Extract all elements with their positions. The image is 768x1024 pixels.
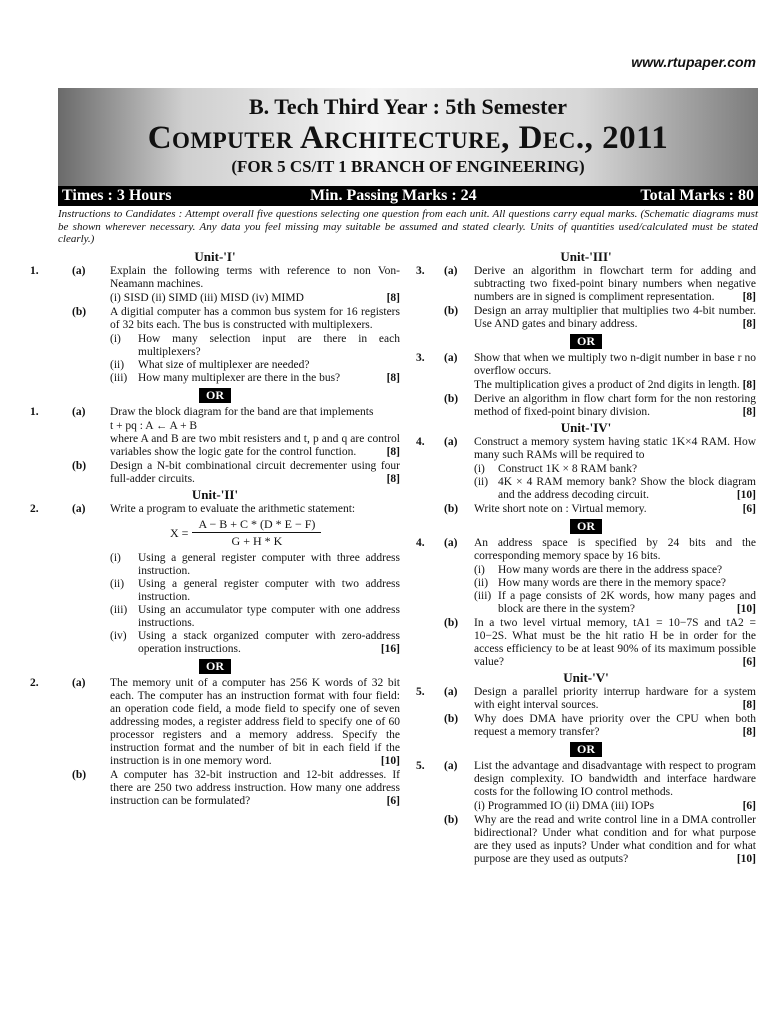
question-4a-alt [416, 537, 756, 563]
formula-lhs: X = [170, 525, 189, 540]
sub-number: (iii) [474, 590, 492, 602]
or-label: OR [199, 388, 231, 403]
sub-question [30, 578, 400, 604]
marks: [6] [386, 795, 400, 807]
exam-header-banner [58, 88, 758, 186]
sub-text: How many selection input are there in each multiplexers? [138, 333, 400, 358]
marks: [8] [742, 699, 756, 711]
question-part: (b) [444, 713, 459, 725]
sub-question [30, 630, 400, 656]
question-2b-alt [30, 769, 400, 808]
exam-branch: (FOR 5 CS/IT 1 BRANCH OF ENGINEERING) [231, 157, 585, 176]
left-column [30, 248, 400, 809]
sub-number: (iii) [110, 604, 128, 616]
question-text: Show that when we multiply two n-digit number in base r no overflow occurs. [474, 352, 756, 377]
question-1a-alt [30, 406, 400, 419]
question-3a-alt [416, 352, 756, 378]
question-text: The multiplication gives a product of 2nd digits in length. [474, 379, 740, 391]
question-1a-alt-detail [30, 433, 400, 459]
or-separator [30, 388, 400, 403]
question-number: 3. [416, 352, 425, 364]
question-2a-alt [30, 677, 400, 768]
question-part: (a) [444, 436, 458, 448]
sub-text: How many words are there in the memory space? [498, 577, 727, 589]
marks: [6] [742, 656, 756, 668]
or-separator [416, 334, 756, 349]
or-separator [416, 519, 756, 534]
question-text: Derive an algorithm in flowchart term for adding and subtracting two fixed-point binary numbers when negative numbers are in signed is compliment representation. [474, 265, 756, 303]
question-1b-alt [30, 460, 400, 486]
question-text: An address space is specified by 24 bits and the corresponding memory space by 16 bits. [474, 537, 756, 562]
question-part: (a) [72, 406, 86, 418]
sub-question [30, 333, 400, 359]
sub-question [416, 590, 756, 616]
sub-text: Construct 1K × 8 RAM bank? [498, 463, 638, 475]
question-text: A digitial computer has a common bus system for 16 registers of 32 bits each. The bus is constructed with multiplexers. [110, 306, 400, 331]
marks: [8] [742, 291, 756, 303]
marks: [8] [386, 473, 400, 485]
question-text: Design a parallel priority interrup hardware for a system with eight interval sources. [474, 686, 756, 711]
question-part: (b) [72, 460, 87, 472]
unit-heading: Unit-'V' [563, 670, 609, 685]
arithmetic-formula [30, 518, 400, 548]
marks: [6] [742, 503, 756, 515]
question-number: 4. [416, 537, 425, 549]
unit-heading: Unit-'IV' [560, 420, 612, 435]
question-number: 2. [30, 677, 39, 689]
question-part: (a) [72, 265, 86, 277]
marks: [8] [742, 406, 756, 418]
question-text: Construct a memory system having static 1K×4 RAM. How many such RAMs will be required to [474, 436, 756, 461]
or-label: OR [199, 659, 231, 674]
marks: [8] [386, 292, 400, 304]
question-5b [416, 713, 756, 739]
sub-number: (ii) [474, 476, 489, 488]
sub-question [416, 476, 756, 502]
marks: [8] [742, 318, 756, 330]
sub-question [30, 359, 400, 372]
sub-number: (ii) [110, 578, 125, 590]
terms-list: (i) SISD (ii) SIMD (iii) MISD (iv) MIMD [110, 292, 304, 304]
question-text: Explain the following terms with reference to non Von-Neamann machines. [110, 265, 400, 290]
question-text: List the advantage and disadvantage with respect to program design complexity. IO bandwidth and interface hardware costs for the following IO control methods. [474, 760, 756, 798]
question-1b [30, 306, 400, 332]
question-part: (b) [444, 617, 459, 629]
formula-denominator: G + H * K [231, 534, 283, 548]
right-column [416, 248, 756, 867]
sub-text: Using an accumulator type computer with one address instructions. [138, 604, 400, 629]
sub-text: 4K × 4 RAM memory bank? Show the block diagram and the address decoding circuit. [498, 476, 756, 501]
io-methods: (i) Programmed IO (ii) DMA (iii) IOPs [474, 800, 655, 812]
question-3b-alt [416, 393, 756, 419]
question-part: (a) [444, 265, 458, 277]
question-3a [416, 265, 756, 304]
marks: [6] [742, 800, 756, 812]
question-3b [416, 305, 756, 331]
question-text: Why does DMA have priority over the CPU when both request a memory transfer? [474, 713, 756, 738]
sub-number: (iv) [110, 630, 127, 642]
sub-text: What size of multiplexer are needed? [138, 359, 310, 371]
question-part: (b) [444, 814, 459, 826]
question-text: In a two level virtual memory, tA1 = 10−7S and tA2 = 10−2S. What must be the hit ratio H be in order for the access efficiency to be at least 90% of its maximum possible value? [474, 617, 756, 668]
sub-question [30, 552, 400, 578]
question-text: where A and B are two mbit resisters and t, p and q are control variables show the logic gate for the control function. [110, 433, 400, 458]
question-2a [30, 503, 400, 516]
min-passing-marks: Min. Passing Marks : 24 [310, 187, 477, 204]
unit-heading: Unit-'II' [191, 487, 239, 502]
sub-number: (i) [110, 333, 121, 345]
question-text: The memory unit of a computer has 256 K words of 32 bit each. The computer has an instruction format with four field: an operation code field, a mode field to specify one of seven addressing modes, a register address field to specify one of 60 processor registers and a memory address. Specify the instruction format and the number of bit in each field if the instruction is in one memory word. [110, 677, 400, 767]
unit-heading: Unit-'III' [560, 249, 612, 264]
website-watermark: www.rtupaper.com [631, 54, 756, 70]
question-number: 1. [30, 265, 39, 277]
question-text: Write a program to evaluate the arithmetic statement: [110, 503, 356, 515]
sub-number: (iii) [110, 372, 128, 384]
sub-text: How many words are there in the address space? [498, 564, 723, 576]
question-4a [416, 436, 756, 462]
unit-heading: Unit-'I' [194, 249, 236, 264]
sub-question [30, 372, 400, 385]
question-text: Derive an algorithm in flow chart form for the non restoring method of fixed-point binary division. [474, 393, 756, 418]
exam-title: Computer Architecture, Dec., 2011 [147, 120, 669, 156]
sub-text: If a page consists of 2K words, how many pages and block are there in the system? [498, 590, 756, 615]
question-part: (b) [72, 306, 87, 318]
question-3a-alt-detail [416, 379, 756, 392]
question-part: (a) [72, 677, 86, 689]
marks: [16] [380, 643, 400, 655]
sub-text: Using a general register computer with two address instruction. [138, 578, 400, 603]
question-text: Write short note on : Virtual memory. [474, 503, 647, 515]
question-part: (a) [444, 352, 458, 364]
sub-text: Using a stack organized computer with zero-address operation instructions. [138, 630, 400, 655]
marks: [8] [742, 379, 756, 391]
marks: [8] [386, 446, 400, 458]
question-5a [416, 686, 756, 712]
marks: [10] [736, 603, 756, 615]
question-5b-alt [416, 814, 756, 866]
or-separator [416, 742, 756, 757]
question-5a-alt [416, 760, 756, 799]
instructions-to-candidates: Instructions to Candidates : Attempt overall five questions selecting one question from each unit. All questions carry equal marks. (Schematic diagrams must be shown wherever necessary. Any data you feel missing may suitable be assumed and stated clearly. Units of quantities used/calculated must be stated clearly.) [58, 208, 758, 245]
question-number: 5. [416, 760, 425, 772]
question-text: A computer has 32-bit instruction and 12-bit addresses. If there are 250 two address instruction. How many one address instruction can be formulated? [110, 769, 400, 807]
question-number: 2. [30, 503, 39, 515]
sub-question [30, 604, 400, 630]
sub-question [416, 564, 756, 577]
question-text: Why are the read and write control line in a DMA controller bidirectional? Under what condition and for what purpose are they used as inputs? Under what condition and for what purpose are they used as outputs? [474, 814, 756, 865]
exam-info-bar [58, 186, 758, 206]
question-number: 5. [416, 686, 425, 698]
question-5a-alt-options [416, 800, 756, 813]
question-part: (b) [444, 503, 459, 515]
sub-number: (i) [474, 564, 485, 576]
sub-number: (i) [474, 463, 485, 475]
or-label: OR [570, 334, 602, 349]
question-equation: t + pq : A ← A + B [110, 420, 198, 432]
question-part: (a) [444, 686, 458, 698]
or-separator [30, 659, 400, 674]
sub-question [416, 577, 756, 590]
sub-number: (ii) [110, 359, 125, 371]
sub-text: How many multiplexer are there in the bus? [138, 372, 341, 384]
question-part: (b) [444, 393, 459, 405]
question-1a [30, 265, 400, 291]
question-number: 3. [416, 265, 425, 277]
question-text: Draw the block diagram for the band are that implements [110, 406, 374, 418]
or-label: OR [570, 742, 602, 757]
sub-number: (i) [110, 552, 121, 564]
question-text: Design a N-bit combinational circuit decrementer using four full-adder circuits. [110, 460, 400, 485]
marks: [10] [380, 755, 400, 767]
question-part: (b) [72, 769, 87, 781]
sub-text: Using a general register computer with three address instruction. [138, 552, 400, 577]
question-part: (a) [444, 537, 458, 549]
marks: [8] [742, 726, 756, 738]
question-part: (a) [444, 760, 458, 772]
question-1a-terms [30, 292, 400, 305]
formula-numerator: A − B + C * (D * E − F) [192, 518, 321, 533]
or-label: OR [570, 519, 602, 534]
sub-number: (ii) [474, 577, 489, 589]
exam-duration: Times : 3 Hours [62, 187, 172, 204]
question-number: 1. [30, 406, 39, 418]
exam-year-semester: B. Tech Third Year : 5th Semester [249, 94, 567, 119]
total-marks: Total Marks : 80 [640, 187, 754, 204]
marks: [8] [386, 372, 400, 384]
marks: [10] [736, 853, 756, 865]
question-4b [416, 503, 756, 516]
formula-fraction [192, 518, 321, 548]
question-4b-alt [416, 617, 756, 669]
marks: [10] [736, 489, 756, 501]
question-part: (b) [444, 305, 459, 317]
question-part: (a) [72, 503, 86, 515]
question-number: 4. [416, 436, 425, 448]
sub-question [416, 463, 756, 476]
question-text: Design an array multiplier that multiplies two 4-bit number. Use AND gates and binary address. [474, 305, 756, 330]
